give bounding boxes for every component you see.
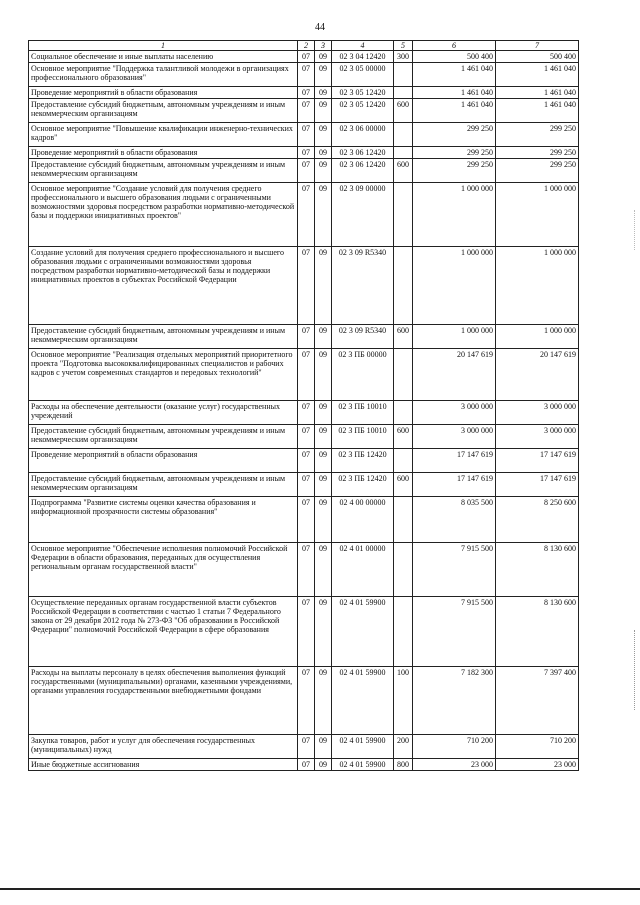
subsection-code-cell: 09 bbox=[315, 597, 332, 667]
target-article-cell: 02 3 09 00000 bbox=[332, 183, 394, 247]
budget-table bbox=[28, 40, 579, 771]
amount-year1-cell: 1 461 040 bbox=[413, 87, 496, 99]
subsection-code-cell: 09 bbox=[315, 497, 332, 543]
target-article-cell: 02 4 00 00000 bbox=[332, 497, 394, 543]
row-name-cell: Основное мероприятие "Поддержка талантливой молодежи в организациях профессионального образования" bbox=[29, 63, 298, 87]
subsection-code-cell: 09 bbox=[315, 183, 332, 247]
bottom-rule bbox=[0, 888, 640, 890]
amount-year1-cell: 500 400 bbox=[413, 51, 496, 63]
expense-type-cell: 800 bbox=[394, 759, 413, 771]
amount-year2-cell: 7 397 400 bbox=[496, 667, 579, 735]
section-code-cell: 07 bbox=[298, 349, 315, 401]
amount-year2-cell: 17 147 619 bbox=[496, 449, 579, 473]
row-name-cell: Проведение мероприятий в области образования bbox=[29, 87, 298, 99]
expense-type-cell: 600 bbox=[394, 159, 413, 183]
header-cell: 7 bbox=[496, 41, 579, 51]
amount-year2-cell: 1 000 000 bbox=[496, 325, 579, 349]
target-article-cell: 02 3 06 00000 bbox=[332, 123, 394, 147]
row-name-cell: Закупка товаров, работ и услуг для обеспечения государственных (муниципальных) нужд bbox=[29, 735, 298, 759]
table-row bbox=[29, 147, 579, 159]
expense-type-cell bbox=[394, 183, 413, 247]
target-article-cell: 02 3 09 R5340 bbox=[332, 325, 394, 349]
amount-year1-cell: 1 000 000 bbox=[413, 247, 496, 325]
amount-year1-cell: 1 000 000 bbox=[413, 325, 496, 349]
target-article-cell: 02 3 ПБ 10010 bbox=[332, 401, 394, 425]
amount-year1-cell: 1 461 040 bbox=[413, 99, 496, 123]
amount-year1-cell: 299 250 bbox=[413, 123, 496, 147]
header-cell: 5 bbox=[394, 41, 413, 51]
subsection-code-cell: 09 bbox=[315, 51, 332, 63]
amount-year1-cell: 8 035 500 bbox=[413, 497, 496, 543]
row-name-cell: Проведение мероприятий в области образования bbox=[29, 449, 298, 473]
amount-year1-cell: 7 182 300 bbox=[413, 667, 496, 735]
table-row bbox=[29, 349, 579, 401]
row-name-cell: Основное мероприятие "Создание условий для получения среднего профессионального и высшего образования людьми с ограниченными возможностями здоровья посредством разработки нормативно-методической базы и поддержки инициативных проектов" bbox=[29, 183, 298, 247]
table-row bbox=[29, 759, 579, 771]
subsection-code-cell: 09 bbox=[315, 123, 332, 147]
expense-type-cell bbox=[394, 543, 413, 597]
row-name-cell: Расходы на выплаты персоналу в целях обеспечения выполнения функций государственными (муниципальными) органами, казенными учреждениями, органами управления государственными внебюджетными фондами bbox=[29, 667, 298, 735]
amount-year1-cell: 17 147 619 bbox=[413, 449, 496, 473]
amount-year1-cell: 7 915 500 bbox=[413, 597, 496, 667]
amount-year2-cell: 8 250 600 bbox=[496, 497, 579, 543]
expense-type-cell: 300 bbox=[394, 51, 413, 63]
target-article-cell: 02 3 06 12420 bbox=[332, 147, 394, 159]
target-article-cell: 02 4 01 59900 bbox=[332, 667, 394, 735]
row-name-cell: Подпрограмма "Развитие системы оценки качества образования и информационной прозрачности системы образования" bbox=[29, 497, 298, 543]
row-name-cell: Основное мероприятие "Обеспечение исполнения полномочий Российской Федерации в области образования, переданных для осуществления региональным органам государственной власти" bbox=[29, 543, 298, 597]
expense-type-cell bbox=[394, 87, 413, 99]
amount-year1-cell: 1 000 000 bbox=[413, 183, 496, 247]
target-article-cell: 02 4 01 59900 bbox=[332, 597, 394, 667]
row-name-cell: Предоставление субсидий бюджетным, автономным учреждениям и иным некоммерческим организациям bbox=[29, 473, 298, 497]
amount-year1-cell: 710 200 bbox=[413, 735, 496, 759]
table-row bbox=[29, 63, 579, 87]
expense-type-cell bbox=[394, 63, 413, 87]
amount-year1-cell: 7 915 500 bbox=[413, 543, 496, 597]
amount-year2-cell: 299 250 bbox=[496, 159, 579, 183]
section-code-cell: 07 bbox=[298, 87, 315, 99]
subsection-code-cell: 09 bbox=[315, 735, 332, 759]
amount-year1-cell: 1 461 040 bbox=[413, 63, 496, 87]
section-code-cell: 07 bbox=[298, 51, 315, 63]
table-row bbox=[29, 325, 579, 349]
section-code-cell: 07 bbox=[298, 247, 315, 325]
table-row bbox=[29, 449, 579, 473]
expense-type-cell bbox=[394, 147, 413, 159]
table-row bbox=[29, 543, 579, 597]
target-article-cell: 02 3 09 R5340 bbox=[332, 247, 394, 325]
subsection-code-cell: 09 bbox=[315, 63, 332, 87]
target-article-cell: 02 3 05 12420 bbox=[332, 99, 394, 123]
section-code-cell: 07 bbox=[298, 449, 315, 473]
subsection-code-cell: 09 bbox=[315, 473, 332, 497]
page-number: 44 bbox=[315, 22, 325, 33]
row-name-cell: Основное мероприятие "Повышение квалификации инженерно-технических кадров" bbox=[29, 123, 298, 147]
table-row bbox=[29, 247, 579, 325]
expense-type-cell bbox=[394, 349, 413, 401]
amount-year1-cell: 299 250 bbox=[413, 159, 496, 183]
table-row bbox=[29, 497, 579, 543]
section-code-cell: 07 bbox=[298, 401, 315, 425]
section-code-cell: 07 bbox=[298, 183, 315, 247]
target-article-cell: 02 3 ПБ 00000 bbox=[332, 349, 394, 401]
expense-type-cell: 600 bbox=[394, 325, 413, 349]
expense-type-cell bbox=[394, 597, 413, 667]
subsection-code-cell: 09 bbox=[315, 759, 332, 771]
table-row bbox=[29, 735, 579, 759]
target-article-cell: 02 4 01 59900 bbox=[332, 759, 394, 771]
margin-mark bbox=[634, 630, 636, 710]
amount-year2-cell: 299 250 bbox=[496, 147, 579, 159]
subsection-code-cell: 09 bbox=[315, 247, 332, 325]
amount-year2-cell: 20 147 619 bbox=[496, 349, 579, 401]
expense-type-cell bbox=[394, 401, 413, 425]
table-row bbox=[29, 99, 579, 123]
section-code-cell: 07 bbox=[298, 425, 315, 449]
amount-year2-cell: 299 250 bbox=[496, 123, 579, 147]
table-header-row bbox=[29, 41, 579, 51]
row-name-cell: Создание условий для получения среднего профессионального и высшего образования людьми с ограниченными возможностями здоровья посредством разработки нормативно-методической базы и поддержки инициативных проектов в субъектах Российской Федерации bbox=[29, 247, 298, 325]
amount-year1-cell: 3 000 000 bbox=[413, 401, 496, 425]
target-article-cell: 02 3 ПБ 10010 bbox=[332, 425, 394, 449]
subsection-code-cell: 09 bbox=[315, 449, 332, 473]
amount-year2-cell: 1 461 040 bbox=[496, 99, 579, 123]
section-code-cell: 07 bbox=[298, 123, 315, 147]
amount-year1-cell: 3 000 000 bbox=[413, 425, 496, 449]
header-cell: 6 bbox=[413, 41, 496, 51]
amount-year2-cell: 710 200 bbox=[496, 735, 579, 759]
section-code-cell: 07 bbox=[298, 759, 315, 771]
subsection-code-cell: 09 bbox=[315, 543, 332, 597]
expense-type-cell bbox=[394, 497, 413, 543]
table-row bbox=[29, 87, 579, 99]
row-name-cell: Предоставление субсидий бюджетным, автономным учреждениям и иным некоммерческим организациям bbox=[29, 425, 298, 449]
amount-year2-cell: 3 000 000 bbox=[496, 425, 579, 449]
table-row bbox=[29, 667, 579, 735]
section-code-cell: 07 bbox=[298, 63, 315, 87]
row-name-cell: Осуществление переданных органам государственной власти субъектов Российской Федерации в соответствии с частью 1 статьи 7 Федерального закона от 29 декабря 2012 года № 273-ФЗ "Об образовании в Российской Федерации" полномочий Российской Федерации в сфере образования bbox=[29, 597, 298, 667]
amount-year1-cell: 23 000 bbox=[413, 759, 496, 771]
expense-type-cell: 100 bbox=[394, 667, 413, 735]
row-name-cell: Предоставление субсидий бюджетным, автономным учреждениям и иным некоммерческим организациям bbox=[29, 159, 298, 183]
row-name-cell: Социальное обеспечение и иные выплаты населению bbox=[29, 51, 298, 63]
section-code-cell: 07 bbox=[298, 147, 315, 159]
target-article-cell: 02 4 01 00000 bbox=[332, 543, 394, 597]
subsection-code-cell: 09 bbox=[315, 147, 332, 159]
section-code-cell: 07 bbox=[298, 473, 315, 497]
section-code-cell: 07 bbox=[298, 667, 315, 735]
amount-year1-cell: 299 250 bbox=[413, 147, 496, 159]
header-cell: 1 bbox=[29, 41, 298, 51]
subsection-code-cell: 09 bbox=[315, 87, 332, 99]
amount-year1-cell: 17 147 619 bbox=[413, 473, 496, 497]
header-cell: 4 bbox=[332, 41, 394, 51]
expense-type-cell bbox=[394, 449, 413, 473]
section-code-cell: 07 bbox=[298, 735, 315, 759]
section-code-cell: 07 bbox=[298, 99, 315, 123]
table-row bbox=[29, 401, 579, 425]
target-article-cell: 02 3 04 12420 bbox=[332, 51, 394, 63]
amount-year2-cell: 1 000 000 bbox=[496, 183, 579, 247]
row-name-cell: Проведение мероприятий в области образования bbox=[29, 147, 298, 159]
target-article-cell: 02 3 ПБ 12420 bbox=[332, 473, 394, 497]
table-row bbox=[29, 597, 579, 667]
row-name-cell: Иные бюджетные ассигнования bbox=[29, 759, 298, 771]
table-row bbox=[29, 159, 579, 183]
expense-type-cell: 600 bbox=[394, 99, 413, 123]
section-code-cell: 07 bbox=[298, 497, 315, 543]
table-row bbox=[29, 425, 579, 449]
amount-year2-cell: 1 461 040 bbox=[496, 87, 579, 99]
expense-type-cell bbox=[394, 123, 413, 147]
row-name-cell: Основное мероприятие "Реализация отдельных мероприятий приоритетного проекта "Подготовка высококвалифицированных специалистов и рабочих кадров с учетом современных стандартов и передовых технологий" bbox=[29, 349, 298, 401]
table-row bbox=[29, 123, 579, 147]
section-code-cell: 07 bbox=[298, 543, 315, 597]
amount-year2-cell: 17 147 619 bbox=[496, 473, 579, 497]
expense-type-cell bbox=[394, 247, 413, 325]
table-row bbox=[29, 51, 579, 63]
expense-type-cell: 600 bbox=[394, 473, 413, 497]
section-code-cell: 07 bbox=[298, 159, 315, 183]
subsection-code-cell: 09 bbox=[315, 667, 332, 735]
subsection-code-cell: 09 bbox=[315, 425, 332, 449]
target-article-cell: 02 4 01 59900 bbox=[332, 735, 394, 759]
amount-year2-cell: 8 130 600 bbox=[496, 543, 579, 597]
header-cell: 3 bbox=[315, 41, 332, 51]
subsection-code-cell: 09 bbox=[315, 159, 332, 183]
margin-mark bbox=[634, 210, 636, 250]
row-name-cell: Предоставление субсидий бюджетным, автономным учреждениям и иным некоммерческим организациям bbox=[29, 325, 298, 349]
header-cell: 2 bbox=[298, 41, 315, 51]
subsection-code-cell: 09 bbox=[315, 325, 332, 349]
expense-type-cell: 600 bbox=[394, 425, 413, 449]
amount-year1-cell: 20 147 619 bbox=[413, 349, 496, 401]
row-name-cell: Предоставление субсидий бюджетным, автономным учреждениям и иным некоммерческим организациям bbox=[29, 99, 298, 123]
subsection-code-cell: 09 bbox=[315, 99, 332, 123]
section-code-cell: 07 bbox=[298, 597, 315, 667]
target-article-cell: 02 3 06 12420 bbox=[332, 159, 394, 183]
row-name-cell: Расходы на обеспечение деятельности (оказание услуг) государственных учреждений bbox=[29, 401, 298, 425]
expense-type-cell: 200 bbox=[394, 735, 413, 759]
amount-year2-cell: 23 000 bbox=[496, 759, 579, 771]
amount-year2-cell: 1 461 040 bbox=[496, 63, 579, 87]
amount-year2-cell: 1 000 000 bbox=[496, 247, 579, 325]
amount-year2-cell: 500 400 bbox=[496, 51, 579, 63]
section-code-cell: 07 bbox=[298, 325, 315, 349]
amount-year2-cell: 3 000 000 bbox=[496, 401, 579, 425]
table-row bbox=[29, 473, 579, 497]
subsection-code-cell: 09 bbox=[315, 349, 332, 401]
table-row bbox=[29, 183, 579, 247]
target-article-cell: 02 3 05 12420 bbox=[332, 87, 394, 99]
target-article-cell: 02 3 05 00000 bbox=[332, 63, 394, 87]
target-article-cell: 02 3 ПБ 12420 bbox=[332, 449, 394, 473]
subsection-code-cell: 09 bbox=[315, 401, 332, 425]
amount-year2-cell: 8 130 600 bbox=[496, 597, 579, 667]
